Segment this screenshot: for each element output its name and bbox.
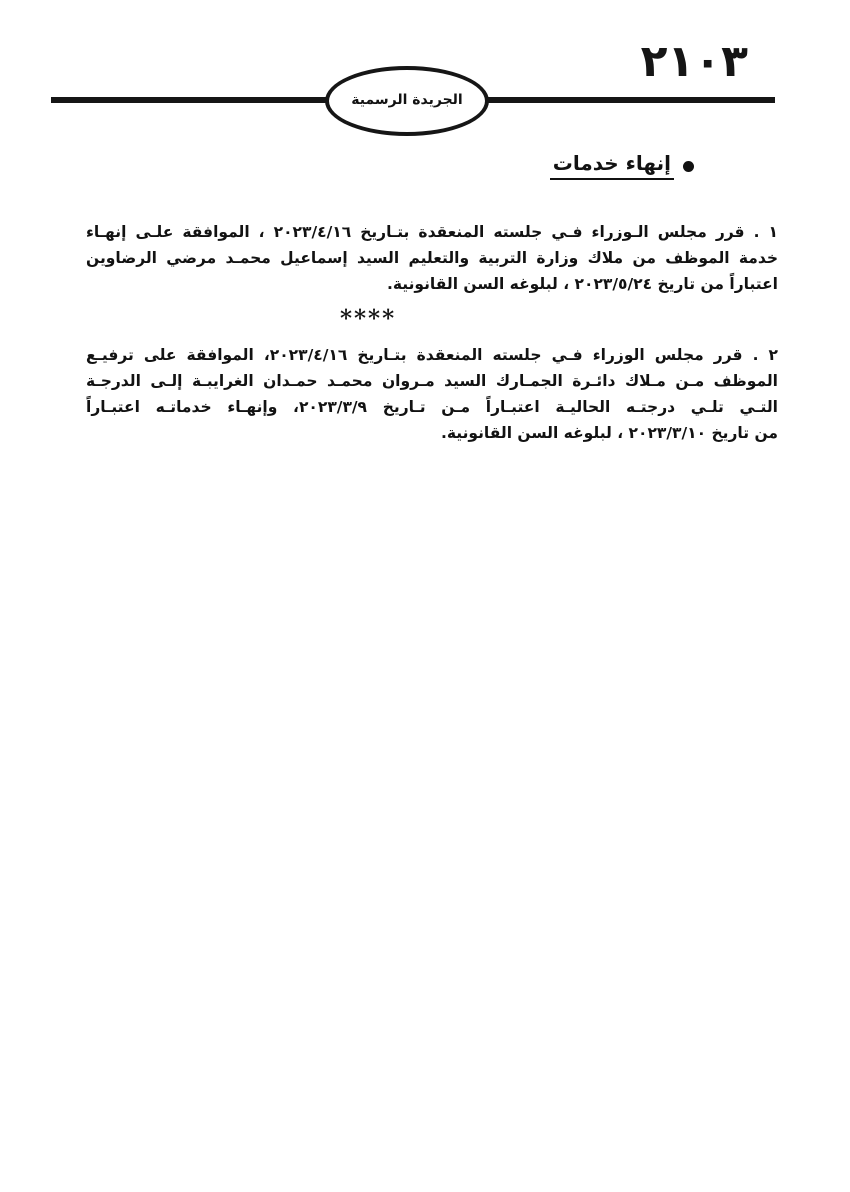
masthead-ellipse (325, 66, 489, 136)
decree-2-line-2: الموظف مـن مـلاك دائـرة الجمـارك السيد مـروان محمـد حمـدان الغرايبـة إلـى الدرجـة (86, 372, 778, 390)
section-heading: إنهاء خدمات (550, 151, 674, 180)
bullet-icon (683, 161, 694, 172)
decree-item-1 (86, 219, 778, 297)
decree-2-line-1: ٢ . قرر مجلس الوزراء فـي جلسته المنعقدة بتـاريخ ٢٠٢٣/٤/١٦، الموافقة على ترفيـع (86, 346, 778, 364)
decree-2-line-4: من تاريخ ٢٠٢٣/٣/١٠ ، لبلوغه السن القانونية. (440, 424, 778, 442)
decree-1-line-2: خدمة الموظف من ملاك وزارة التربية والتعليم السيد إسماعيل محمـد مرضي الرضاوين (86, 249, 778, 267)
decree-item-2 (86, 342, 778, 446)
page-number: ٢١٠٣ (640, 36, 748, 87)
decree-2-line-3: التـي تلـي درجتـه الحاليـة اعتبـاراً مـن تـاريخ ٢٠٢٣/٣/٩، وإنهـاء خدماتـه اعتبـاراً (86, 398, 778, 416)
section-heading-row (550, 151, 694, 180)
decree-1-line-1: ١ . قرر مجلس الـوزراء فـي جلسته المنعقدة بتـاريخ ٢٠٢٣/٤/١٦ ، الموافقة علـى إنهـاء (86, 223, 778, 241)
separator-stars: **** (340, 305, 397, 332)
decree-1-line-3: اعتباراً من تاريخ ٢٠٢٣/٥/٢٤ ، لبلوغه السن القانونية. (386, 275, 778, 293)
masthead-label: الجريدة الرسمية (351, 92, 463, 108)
